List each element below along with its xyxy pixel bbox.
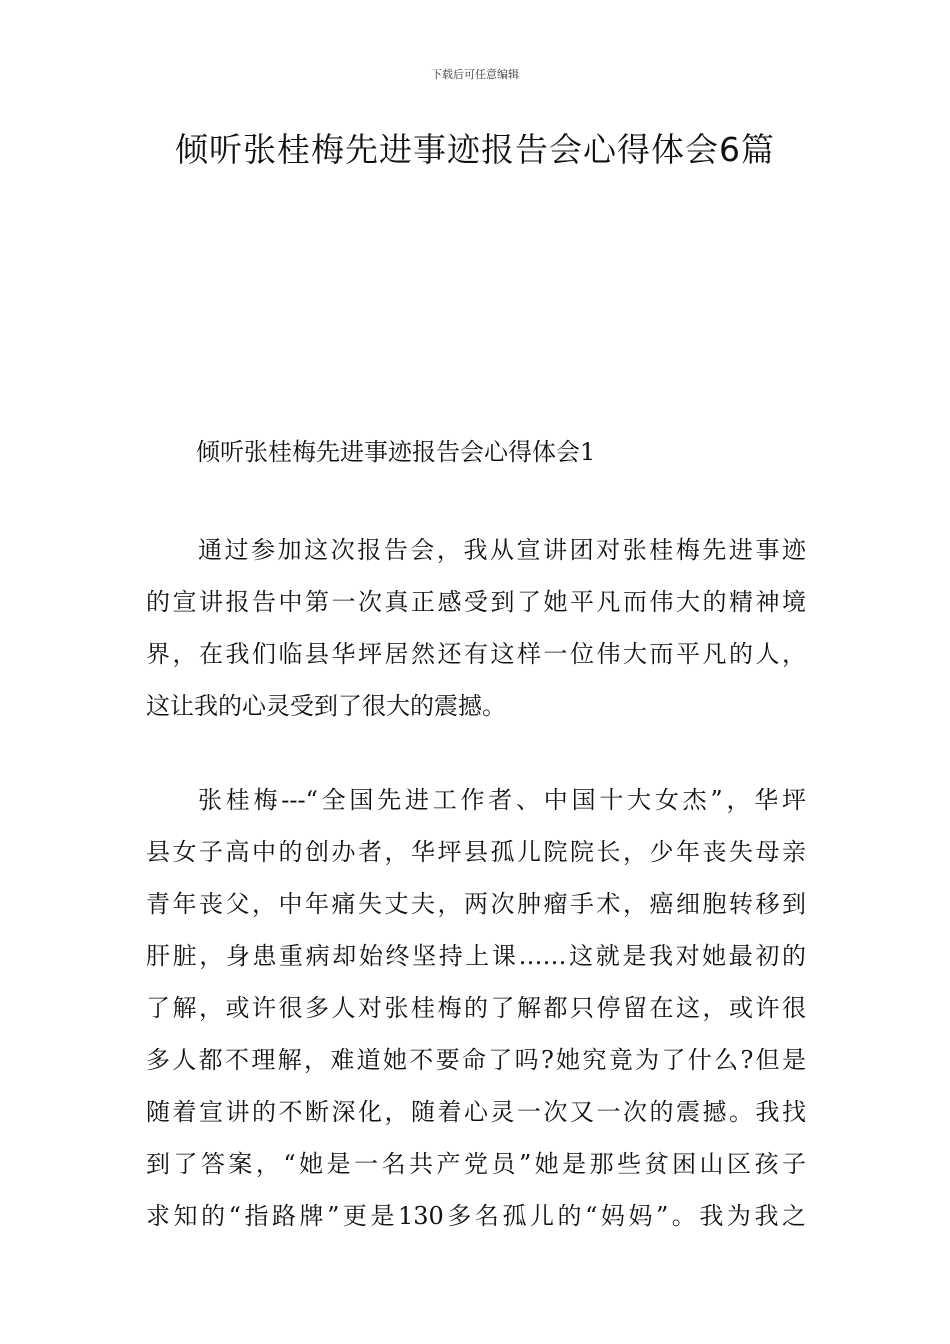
paragraph-line: 青年丧父，中年痛失丈夫，两次肿瘤手术，癌细胞转移到 bbox=[146, 890, 806, 918]
paragraph-line: 随着宣讲的不断深化，随着心灵一次又一次的震撼。我找 bbox=[146, 1098, 806, 1126]
paragraph-line: 了解，或许很多人对张桂梅的了解都只停留在这，或许很 bbox=[146, 994, 806, 1022]
paragraph-line: 的宣讲报告中第一次真正感受到了她平凡而伟大的精神境 bbox=[146, 588, 806, 616]
paragraph-line: 这让我的心灵受到了很大的震撼。 bbox=[146, 692, 506, 720]
paragraph-line: 通过参加这次报告会，我从宣讲团对张桂梅先进事迹 bbox=[198, 536, 806, 564]
document-title: 倾听张桂梅先进事迹报告会心得体会6篇 bbox=[175, 130, 775, 169]
paragraph-line: 界，在我们临县华坪居然还有这样一位伟大而平凡的人， bbox=[146, 640, 806, 668]
paragraph-line: 求知的“指路牌”更是130多名孤儿的“妈妈”。我为我之 bbox=[146, 1202, 806, 1230]
paragraph-line: 到了答案，“她是一名共产党员”她是那些贫困山区孩子 bbox=[146, 1150, 806, 1178]
paragraph-line: 肝脏，身患重病却始终坚持上课……这就是我对她最初的 bbox=[146, 942, 806, 970]
paragraph-2 bbox=[146, 774, 806, 1242]
paragraph-line: 县女子高中的创办者，华坪县孤儿院院长，少年丧失母亲 bbox=[146, 838, 806, 866]
section-heading: 倾听张桂梅先进事迹报告会心得体会1 bbox=[196, 438, 596, 466]
paragraph-line: 多人都不理解，难道她不要命了吗?她究竟为了什么?但是 bbox=[146, 1046, 806, 1074]
paragraph-1 bbox=[146, 524, 806, 732]
header-note: 下载后可任意编辑 bbox=[431, 68, 519, 81]
paragraph-line: 张桂梅---“全国先进工作者、中国十大女杰”，华坪 bbox=[198, 786, 806, 814]
